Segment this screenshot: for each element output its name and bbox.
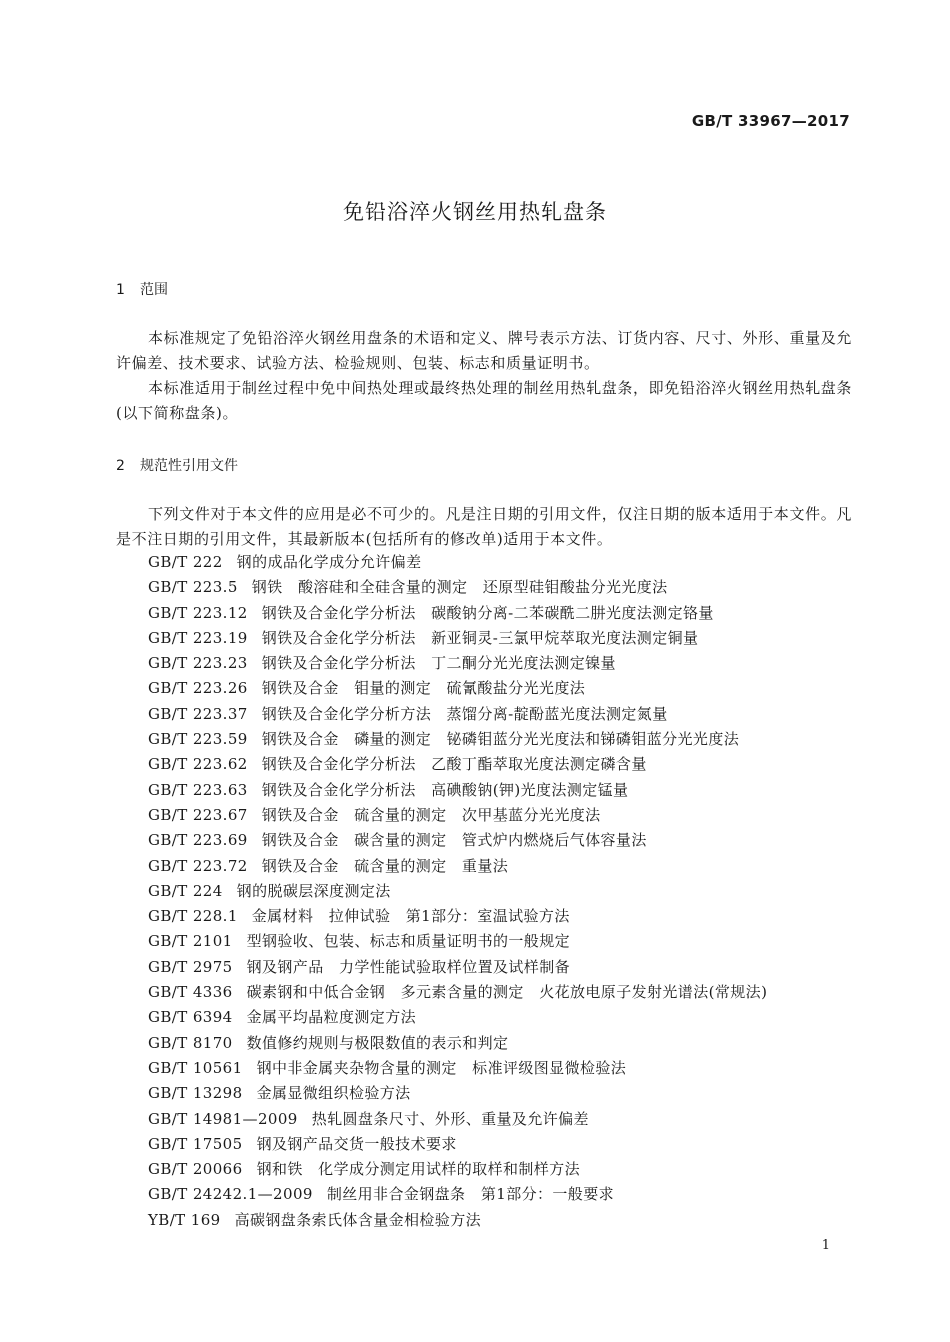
reference-code: GB/T 223.23	[148, 654, 248, 673]
reference-code: GB/T 222	[148, 553, 223, 571]
references-intro-paragraph: 下列文件对于本文件的应用是必不可少的。凡是注日期的引用文件，仅注日期的版本适用于本文件。凡是不注日期的引用文件，其最新版本(包括所有的修改单)适用于本文件。	[116, 505, 852, 548]
reference-title: 钢的脱碳层深度测定法	[236, 881, 391, 900]
reference-item	[148, 879, 767, 904]
reference-title: 钢的成品化学成分允许偏差	[236, 553, 422, 571]
reference-item	[148, 778, 767, 803]
reference-item	[148, 980, 767, 1005]
reference-item	[148, 1081, 767, 1106]
reference-title: 钢及钢产品交货一般技术要求	[256, 1134, 457, 1153]
section-title: 范围	[140, 282, 168, 298]
reference-item	[148, 550, 767, 575]
reference-item	[148, 828, 767, 853]
reference-item	[148, 1132, 767, 1157]
reference-code: GB/T 223.5	[148, 578, 238, 597]
reference-item	[148, 803, 767, 828]
reference-item	[148, 955, 767, 980]
reference-list	[148, 550, 767, 1233]
reference-title: 钢铁及合金 碳含量的测定 管式炉内燃烧后气体容量法	[261, 831, 647, 850]
reference-item	[148, 854, 767, 879]
reference-title: 钢铁及合金化学分析方法 蒸馏分离-靛酚蓝光度法测定氮量	[261, 704, 668, 723]
reference-title: 钢和铁 化学成分测定用试样的取样和制样方法	[256, 1160, 580, 1179]
reference-item	[148, 752, 767, 777]
reference-code: GB/T 223.37	[148, 704, 248, 723]
section-heading-scope	[116, 279, 168, 299]
reference-code: GB/T 8170	[148, 1033, 233, 1052]
reference-code: GB/T 223.72	[148, 856, 248, 875]
section-title: 规范性引用文件	[140, 458, 238, 474]
reference-item	[148, 1056, 767, 1081]
reference-code: GB/T 20066	[148, 1160, 243, 1179]
reference-item	[148, 676, 767, 701]
reference-item	[148, 929, 767, 954]
reference-code: GB/T 24242.1—2009	[148, 1185, 313, 1204]
reference-code: GB/T 14981—2009	[148, 1109, 298, 1128]
reference-code: GB/T 228.1	[148, 907, 238, 926]
reference-title: 数值修约规则与极限数值的表示和判定	[246, 1033, 509, 1052]
reference-item	[148, 626, 767, 651]
reference-title: 钢铁及合金化学分析法 丁二酮分光光度法测定镍量	[261, 654, 616, 673]
reference-item	[148, 702, 767, 727]
reference-code: GB/T 6394	[148, 1008, 233, 1027]
reference-code: YB/T 169	[148, 1210, 221, 1229]
reference-code: GB/T 223.12	[148, 603, 248, 622]
reference-title: 钢铁及合金化学分析法 高碘酸钠(钾)光度法测定锰量	[261, 780, 629, 799]
reference-title: 型钢验收、包装、标志和质量证明书的一般规定	[246, 932, 571, 951]
reference-title: 金属平均晶粒度测定方法	[246, 1008, 417, 1027]
scope-paragraph-1: 本标准规定了免铅浴淬火钢丝用盘条的术语和定义、牌号表示方法、订货内容、尺寸、外形、重量及允许偏差、技术要求、试验方法、检验规则、包装、标志和质量证明书。	[116, 329, 852, 372]
reference-code: GB/T 4336	[148, 983, 233, 1002]
reference-code: GB/T 10561	[148, 1058, 243, 1077]
scope-paragraph-2: 本标准适用于制丝过程中免中间热处理或最终热处理的制丝用热轧盘条，即免铅浴淬火钢丝用热轧盘条(以下简称盘条)。	[116, 379, 852, 422]
reference-title: 金属材料 拉伸试验 第1部分：室温试验方法	[251, 907, 570, 926]
reference-title: 钢铁及合金化学分析法 新亚铜灵-三氯甲烷萃取光度法测定铜量	[261, 628, 699, 647]
reference-title: 钢铁及合金化学分析法 碳酸钠分离-二苯碳酰二肼光度法测定铬量	[261, 603, 714, 622]
reference-code: GB/T 223.19	[148, 628, 248, 647]
reference-code: GB/T 17505	[148, 1134, 243, 1153]
reference-code: GB/T 223.59	[148, 730, 248, 749]
reference-code: GB/T 223.62	[148, 755, 248, 774]
reference-code: GB/T 224	[148, 881, 223, 900]
reference-title: 钢中非金属夹杂物含量的测定 标准评级图显微检验法	[256, 1058, 627, 1077]
standard-code: GB/T 33967—2017	[691, 112, 850, 130]
reference-title: 钢铁及合金化学分析法 乙酸丁酯萃取光度法测定磷含量	[261, 755, 647, 774]
reference-code: GB/T 223.69	[148, 831, 248, 850]
reference-code: GB/T 13298	[148, 1084, 243, 1103]
reference-item	[148, 1182, 767, 1207]
reference-title: 碳素钢和中低合金钢 多元素含量的测定 火花放电原子发射光谱法(常规法)	[246, 983, 768, 1002]
reference-code: GB/T 223.67	[148, 805, 248, 824]
reference-code: GB/T 2101	[148, 932, 233, 951]
reference-title: 热轧圆盘条尺寸、外形、重量及允许偏差	[311, 1109, 589, 1128]
reference-title: 金属显微组织检验方法	[256, 1084, 411, 1103]
reference-title: 钢铁及合金 硫含量的测定 次甲基蓝分光光度法	[261, 805, 601, 824]
reference-item	[148, 1157, 767, 1182]
section-number: 2	[116, 458, 125, 474]
reference-item	[148, 1208, 767, 1233]
section-heading-normative-references	[116, 455, 238, 475]
reference-title: 钢铁 酸溶硅和全硅含量的测定 还原型硅钼酸盐分光光度法	[251, 578, 668, 597]
reference-title: 钢铁及合金 硫含量的测定 重量法	[261, 856, 509, 875]
page-number: 1	[821, 1238, 830, 1253]
reference-code: GB/T 2975	[148, 957, 233, 976]
section-number: 1	[116, 282, 125, 298]
reference-item	[148, 904, 767, 929]
reference-item	[148, 727, 767, 752]
reference-title: 钢及钢产品 力学性能试验取样位置及试样制备	[246, 957, 571, 976]
reference-item	[148, 1031, 767, 1056]
reference-item	[148, 1107, 767, 1132]
reference-code: GB/T 223.63	[148, 780, 248, 799]
document-title: 免铅浴淬火钢丝用热轧盘条	[343, 200, 607, 224]
reference-item	[148, 575, 767, 600]
reference-code: GB/T 223.26	[148, 679, 248, 698]
reference-title: 高碳钢盘条索氏体含量金相检验方法	[234, 1210, 481, 1229]
reference-item	[148, 1005, 767, 1030]
reference-title: 制丝用非合金钢盘条 第1部分：一般要求	[326, 1185, 614, 1204]
reference-item	[148, 651, 767, 676]
reference-title: 钢铁及合金 钼量的测定 硫氰酸盐分光光度法	[261, 679, 586, 698]
reference-title: 钢铁及合金 磷量的测定 铋磷钼蓝分光光度法和锑磷钼蓝分光光度法	[261, 730, 740, 749]
reference-item	[148, 601, 767, 626]
